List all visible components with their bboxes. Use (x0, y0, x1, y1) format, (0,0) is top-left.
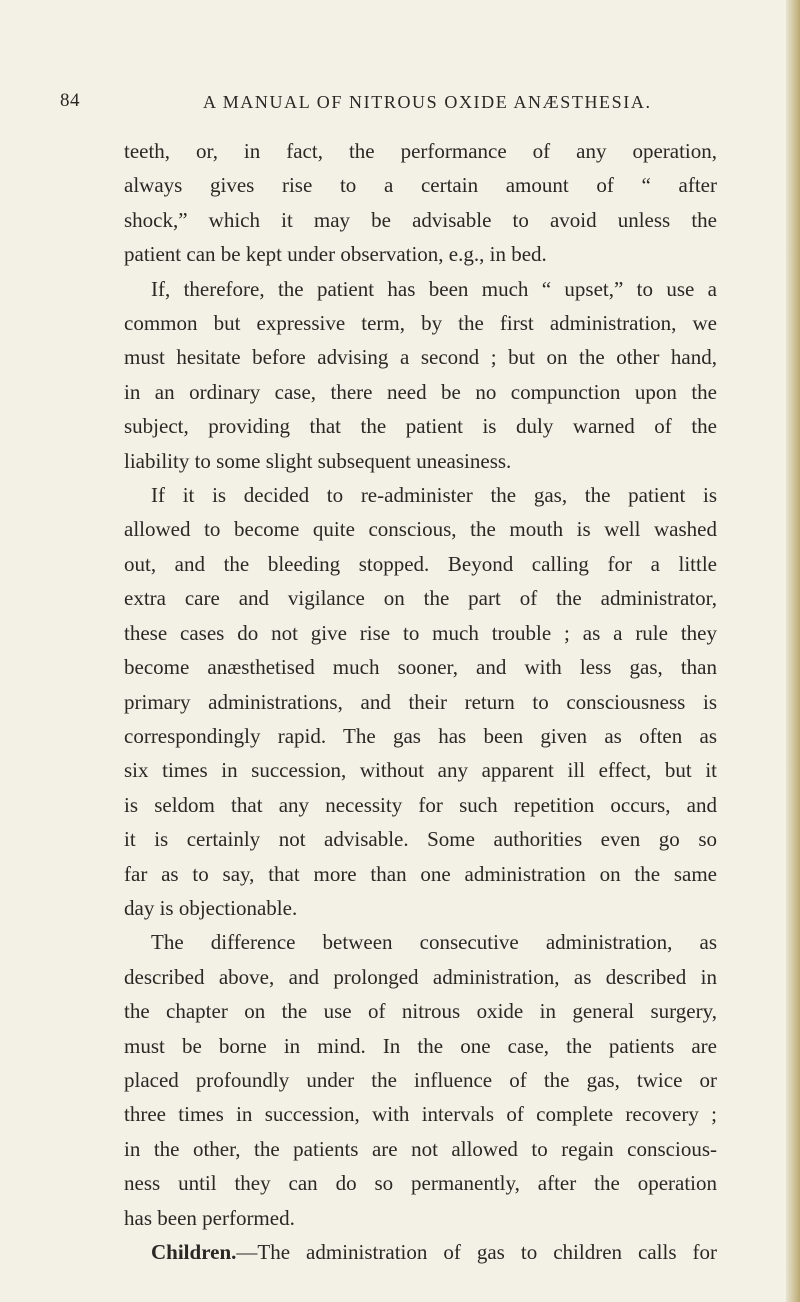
text-line: allowed to become quite conscious, the mouth is well washed (124, 517, 717, 542)
text-line: the chapter on the use of nitrous oxide in general surgery, (124, 999, 717, 1024)
text-line: three times in succession, with intervals of complete recovery ; (124, 1102, 717, 1127)
text-line: in the other, the patients are not allowed to regain conscious- (124, 1136, 717, 1161)
text-line: in an ordinary case, there need be no compunction upon the (124, 379, 717, 404)
text-line: described above, and prolonged administration, as described in (124, 964, 717, 989)
text-line: six times in succession, without any apparent ill effect, but it (124, 758, 717, 783)
text-line: liability to some slight subsequent uneasiness. (124, 448, 512, 473)
running-head-title: A MANUAL OF NITROUS OXIDE ANÆSTHESIA. (203, 92, 652, 112)
page-edge (786, 0, 800, 1302)
text-line: become anæsthetised much sooner, and with less gas, than (124, 655, 717, 680)
text-line: teeth, or, in fact, the performance of any operation, (124, 139, 717, 163)
paragraph-start-line: If it is decided to re-administer the gas, the patient is (151, 483, 717, 508)
paragraph-start-line: The difference between consecutive administration, as (151, 930, 717, 955)
text-line: far as to say, that more than one administration on the same (124, 861, 717, 886)
text-line: day is objectionable. (124, 895, 298, 920)
text-line: has been performed. (124, 1205, 295, 1230)
text-line: ness until they can do so permanently, after the operation (124, 1171, 717, 1196)
section-text: —The administration of gas to children calls for (236, 1240, 717, 1264)
section-start-line (124, 1235, 717, 1269)
text-line: out, and the bleeding stopped. Beyond calling for a little (124, 551, 717, 576)
text-line: subject, providing that the patient is duly warned of the (124, 414, 717, 439)
text-line: primary administrations, and their return to consciousness is (124, 689, 717, 714)
text-line: these cases do not give rise to much trouble ; as a rule they (124, 620, 717, 645)
text-line: common but expressive term, by the first administration, we (124, 311, 717, 336)
text-line: patient can be kept under observation, e.g., in bed. (124, 242, 547, 267)
text-line: it is certainly not advisable. Some authorities even go so (124, 827, 717, 852)
run-in-heading: Children. (151, 1240, 237, 1264)
text-line: correspondingly rapid. The gas has been given as often as (124, 723, 717, 748)
text-line: extra care and vigilance on the part of the administrator, (124, 586, 717, 611)
body-text (124, 134, 717, 1269)
text-line: always gives rise to a certain amount of “ after (124, 173, 717, 198)
text-line: placed profoundly under the influence of the gas, twice or (124, 1067, 717, 1092)
text-line: is seldom that any necessity for such repetition occurs, and (124, 792, 717, 817)
text-line: must hesitate before advising a second ; but on the other hand, (124, 345, 717, 370)
running-head (60, 90, 720, 118)
page-number: 84 (60, 90, 80, 111)
text-line: shock,” which it may be advisable to avoid unless the (124, 207, 717, 232)
paragraph-start-line: If, therefore, the patient has been much “ upset,” to use a (151, 276, 717, 301)
text-line: must be borne in mind. In the one case, the patients are (124, 1033, 717, 1058)
